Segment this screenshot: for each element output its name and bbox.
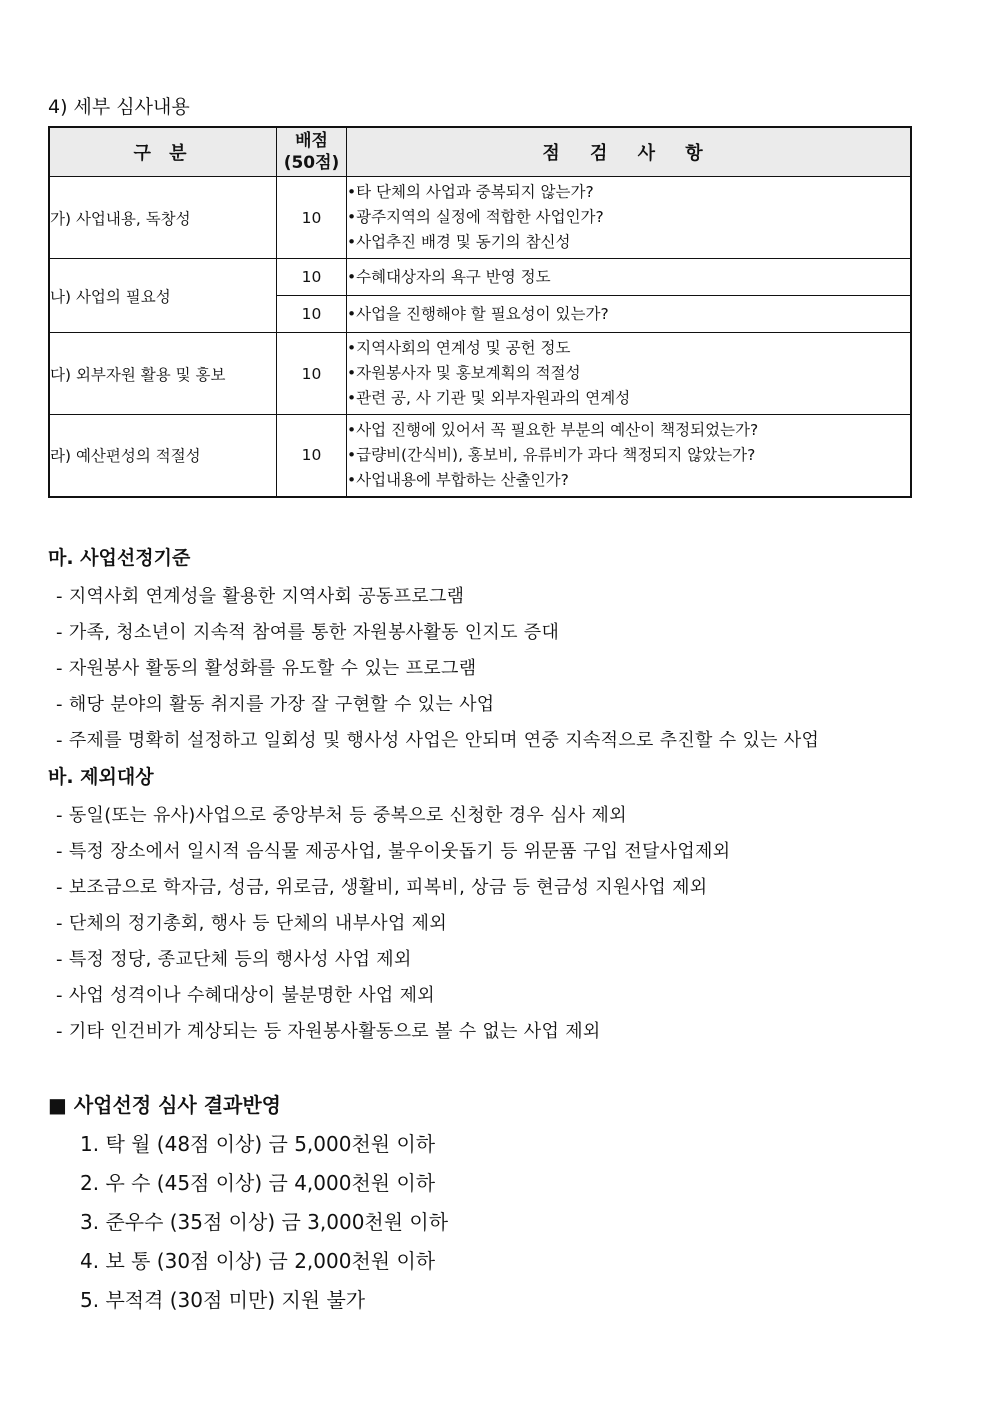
- row-score: 10: [277, 415, 347, 497]
- exclusions-heading: 바. 제외대상: [48, 766, 154, 788]
- table-row: [49, 177, 911, 259]
- check-item: •사업추진 배경 및 동기의 참신성: [347, 233, 571, 251]
- results-heading: ■ 사업선정 심사 결과반영: [48, 1093, 281, 1117]
- row-score: 10: [277, 296, 347, 333]
- check-item: •자원봉사자 및 홍보계획의 적절성: [347, 364, 581, 382]
- check-item: •지역사회의 연계성 및 공헌 정도: [347, 339, 571, 357]
- result-item: 3. 준우수 (35점 이상) 금 3,000천원 이하: [80, 1210, 449, 1234]
- criteria-item: - 지역사회 연계성을 활용한 지역사회 공동프로그램: [56, 586, 465, 607]
- check-item: •사업내용에 부합하는 산출인가?: [347, 470, 569, 489]
- row-category: 나) 사업의 필요성: [49, 259, 277, 333]
- row-score: 10: [277, 259, 347, 296]
- review-criteria-table: [48, 126, 912, 498]
- row-check-items: [347, 177, 912, 259]
- row-score: 10: [277, 333, 347, 415]
- header-score: [277, 127, 347, 177]
- exclusion-item: - 기타 인건비가 계상되는 등 자원봉사활동으로 볼 수 없는 사업 제외: [56, 1021, 601, 1042]
- row-check-items: [347, 333, 912, 415]
- check-item: •급량비(간식비), 홍보비, 유류비가 과다 책정되지 않았는가?: [347, 445, 756, 464]
- result-item: 5. 부적격 (30점 미만) 지원 불가: [80, 1288, 366, 1312]
- check-item: •수혜대상자의 욕구 반영 정도: [347, 267, 551, 286]
- row-score: 10: [277, 177, 347, 259]
- row-category: 다) 외부자원 활용 및 홍보: [49, 333, 277, 415]
- table-row: [49, 415, 911, 497]
- check-item: •사업을 진행해야 할 필요성이 있는가?: [347, 304, 609, 323]
- check-item: •관련 공, 사 기관 및 외부자원과의 연계성: [347, 389, 631, 407]
- check-item: •광주지역의 실정에 적합한 사업인가?: [347, 208, 604, 226]
- exclusion-item: - 사업 성격이나 수혜대상이 불분명한 사업 제외: [56, 985, 435, 1006]
- check-item: •사업 진행에 있어서 꼭 필요한 부분의 예산이 책정되었는가?: [347, 420, 759, 439]
- criteria-item: - 주제를 명확히 설정하고 일회성 및 행사성 사업은 안되며 연중 지속적으로 추진할 수 있는 사업: [56, 730, 820, 751]
- header-check-items: 점 검 사 항: [347, 127, 912, 177]
- table-row: [49, 333, 911, 415]
- header-score-label: 배점: [295, 131, 328, 151]
- criteria-item: - 해당 분야의 활동 취지를 가장 잘 구현할 수 있는 사업: [56, 694, 495, 715]
- row-category: 라) 예산편성의 적절성: [49, 415, 277, 497]
- exclusion-item: - 동일(또는 유사)사업으로 중앙부처 등 중복으로 신청한 경우 심사 제외: [56, 805, 627, 826]
- exclusion-item: - 단체의 정기총회, 행사 등 단체의 내부사업 제외: [56, 913, 448, 934]
- criteria-heading: 마. 사업선정기준: [48, 547, 191, 569]
- criteria-item: - 자원봉사 활동의 활성화를 유도할 수 있는 프로그램: [56, 658, 477, 679]
- criteria-item: - 가족, 청소년이 지속적 참여를 통한 자원봉사활동 인지도 증대: [56, 622, 560, 643]
- header-score-total: (50점): [283, 153, 340, 173]
- table-header-row: [49, 127, 911, 177]
- table-row: [49, 259, 911, 296]
- row-category: 가) 사업내용, 독창성: [49, 177, 277, 259]
- exclusion-item: - 특정 장소에서 일시적 음식물 제공사업, 불우이웃돕기 등 위문품 구입 전달사업제외: [56, 841, 731, 862]
- section-title: 4) 세부 심사내용: [48, 96, 190, 118]
- exclusion-item: - 보조금으로 학자금, 성금, 위로금, 생활비, 피복비, 상금 등 현금성 지원사업 제외: [56, 877, 708, 898]
- row-check-items: [347, 415, 912, 497]
- row-check-items: [347, 296, 912, 333]
- check-item: •타 단체의 사업과 중복되지 않는가?: [347, 183, 594, 201]
- result-item: 1. 탁 월 (48점 이상) 금 5,000천원 이하: [80, 1132, 436, 1156]
- exclusion-item: - 특정 정당, 종교단체 등의 행사성 사업 제외: [56, 949, 412, 970]
- result-item: 2. 우 수 (45점 이상) 금 4,000천원 이하: [80, 1171, 436, 1195]
- row-check-items: [347, 259, 912, 296]
- result-item: 4. 보 통 (30점 이상) 금 2,000천원 이하: [80, 1249, 436, 1273]
- header-category: 구 분: [49, 127, 277, 177]
